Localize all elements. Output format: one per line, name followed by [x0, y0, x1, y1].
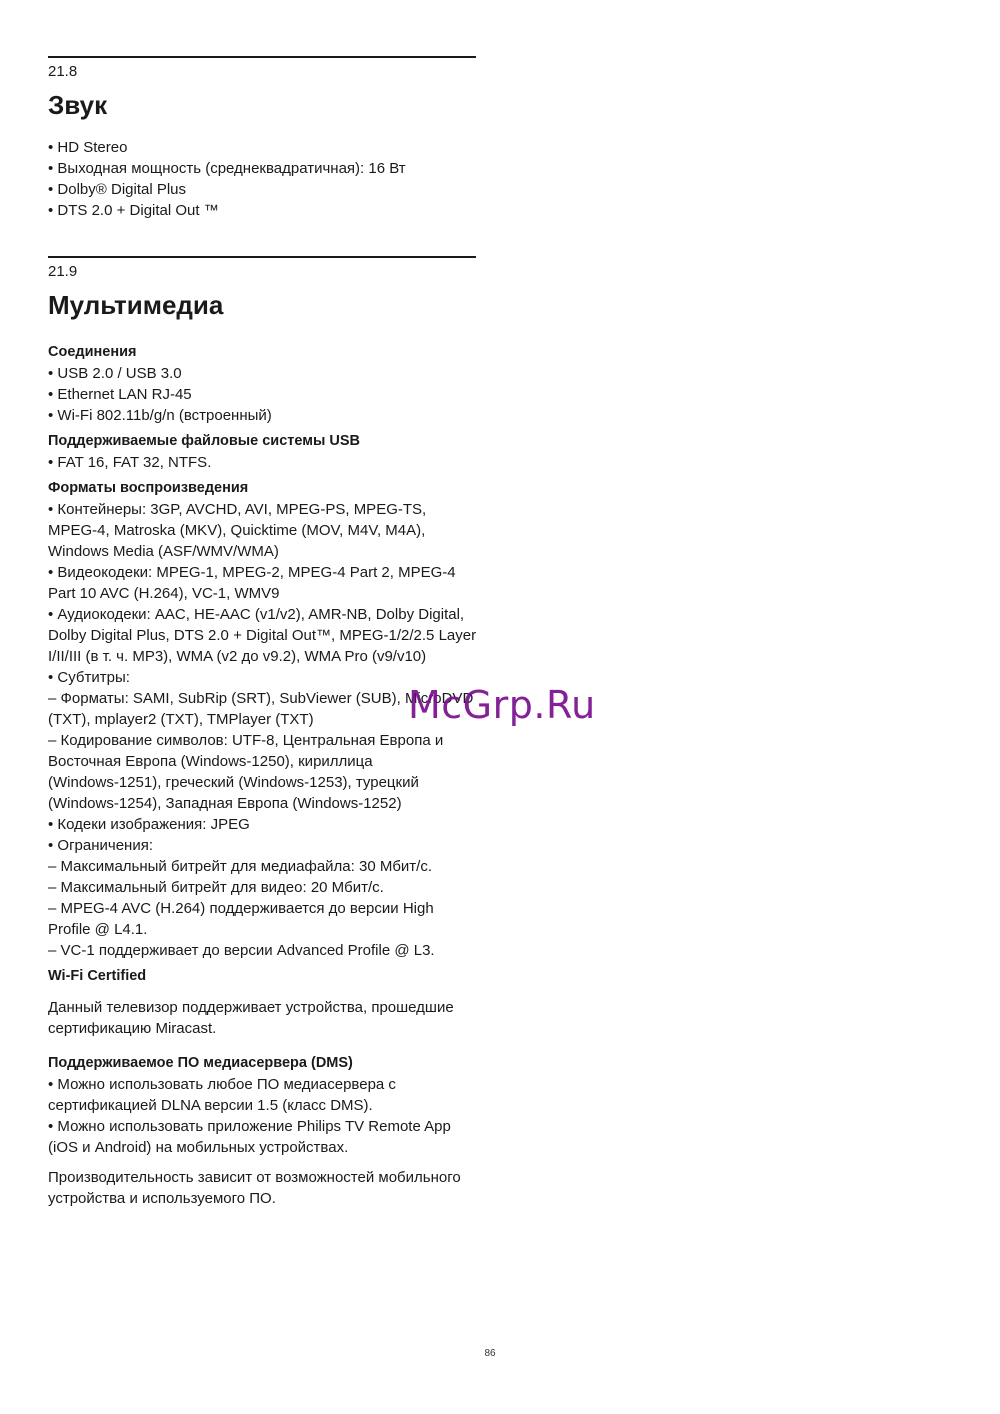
filesystems-block [48, 431, 476, 473]
section-divider [48, 56, 476, 58]
text-line: (Windows-1251), греческий (Windows-1253), турецкий [48, 774, 419, 791]
list-item: • Ethernet LAN RJ-45 [48, 386, 192, 403]
subsection-heading: Соединения [48, 344, 137, 360]
text-line: – Форматы: SAMI, SubRip (SRT), SubViewer (SUB), MicroDVD [48, 690, 474, 707]
text-line: Part 10 AVC (H.264), VC-1, WMV9 [48, 585, 280, 602]
text-line: – VC-1 поддерживает до версии Advanced Profile @ L3. [48, 942, 435, 959]
text-line: сертификацию Miracast. [48, 1020, 217, 1037]
text-line: I/II/III (в т. ч. MP3), WMA (v2 до v9.2), WMA Pro (v9/v10) [48, 648, 427, 665]
text-line: • Кодеки изображения: JPEG [48, 816, 250, 833]
text-line: устройства и используемого ПО. [48, 1190, 276, 1207]
section-number: 21.9 [48, 263, 78, 280]
text-line: Windows Media (ASF/WMV/WMA) [48, 543, 279, 560]
section-multimedia [48, 256, 476, 1209]
section-title: Звук [48, 90, 108, 120]
text-line: • Аудиокодеки: AAC, HE-AAC (v1/v2), AMR-NB, Dolby Digital, [48, 606, 465, 623]
list-item: • Dolby® Digital Plus [48, 181, 187, 198]
text-line: (TXT), mplayer2 (TXT), TMPlayer (TXT) [48, 711, 314, 728]
text-line: MPEG-4, Matroska (MKV), Quicktime (MOV, M4V, M4A), [48, 522, 426, 539]
connections-block [48, 342, 476, 426]
text-line: • Контейнеры: 3GP, AVCHD, AVI, MPEG-PS, MPEG-TS, [48, 501, 427, 518]
text-line: • Ограничения: [48, 837, 154, 854]
section-title: Мультимедиа [48, 290, 224, 320]
text-line: Производительность зависит от возможностей мобильного [48, 1169, 461, 1186]
section-divider [48, 256, 476, 258]
text-line: – Кодирование символов: UTF-8, Центральная Европа и [48, 732, 444, 749]
text-line: Profile @ L4.1. [48, 921, 148, 938]
text-line: – Максимальный битрейт для видео: 20 Мбит/с. [48, 879, 384, 896]
text-line: • Субтитры: [48, 669, 130, 686]
text-line: Данный телевизор поддерживает устройства, прошедшие [48, 999, 454, 1016]
page-number: 86 [484, 1348, 496, 1359]
text-line: – MPEG-4 AVC (H.264) поддерживается до версии High [48, 900, 434, 917]
list-item: • HD Stereo [48, 139, 128, 156]
list-item: • Wi-Fi 802.11b/g/n (встроенный) [48, 407, 272, 424]
wifi-block [48, 966, 476, 1039]
subsection-heading: Поддерживаемое ПО медиасервера (DMS) [48, 1055, 353, 1071]
subsection-heading: Wi-Fi Certified [48, 968, 147, 984]
text-line: • Можно использовать приложение Philips TV Remote App [48, 1118, 451, 1135]
performance-note [48, 1167, 476, 1209]
text-line: • Видеокодеки: MPEG-1, MPEG-2, MPEG-4 Part 2, MPEG-4 [48, 564, 456, 581]
subsection-heading: Форматы воспроизведения [48, 480, 249, 496]
text-line: (iOS и Android) на мобильных устройствах. [48, 1139, 349, 1156]
dms-block [48, 1053, 476, 1158]
text-line: (Windows-1254), Западная Европа (Windows-1252) [48, 795, 402, 812]
text-line: Восточная Европа (Windows-1250), кириллица [48, 753, 373, 770]
list-item: • Выходная мощность (среднеквадратичная): 16 Вт [48, 160, 406, 177]
subsection-heading: Поддерживаемые файловые системы USB [48, 433, 360, 449]
text-line: сертификацией DLNA версии 1.5 (класс DMS). [48, 1097, 373, 1114]
section-sound [48, 56, 476, 221]
text-line: Dolby Digital Plus, DTS 2.0 + Digital Out™, MPEG-1/2/2.5 Layer [48, 627, 477, 644]
list-item: • FAT 16, FAT 32, NTFS. [48, 454, 212, 471]
list-item: • USB 2.0 / USB 3.0 [48, 365, 182, 382]
list-item: • DTS 2.0 + Digital Out ™ [48, 202, 219, 219]
sound-list [48, 137, 476, 221]
section-number: 21.8 [48, 63, 78, 80]
watermark: McGrp.Ru [408, 683, 596, 727]
text-line: – Максимальный битрейт для медиафайла: 30 Мбит/с. [48, 858, 433, 875]
text-line: • Можно использовать любое ПО медиасервера с [48, 1076, 396, 1093]
